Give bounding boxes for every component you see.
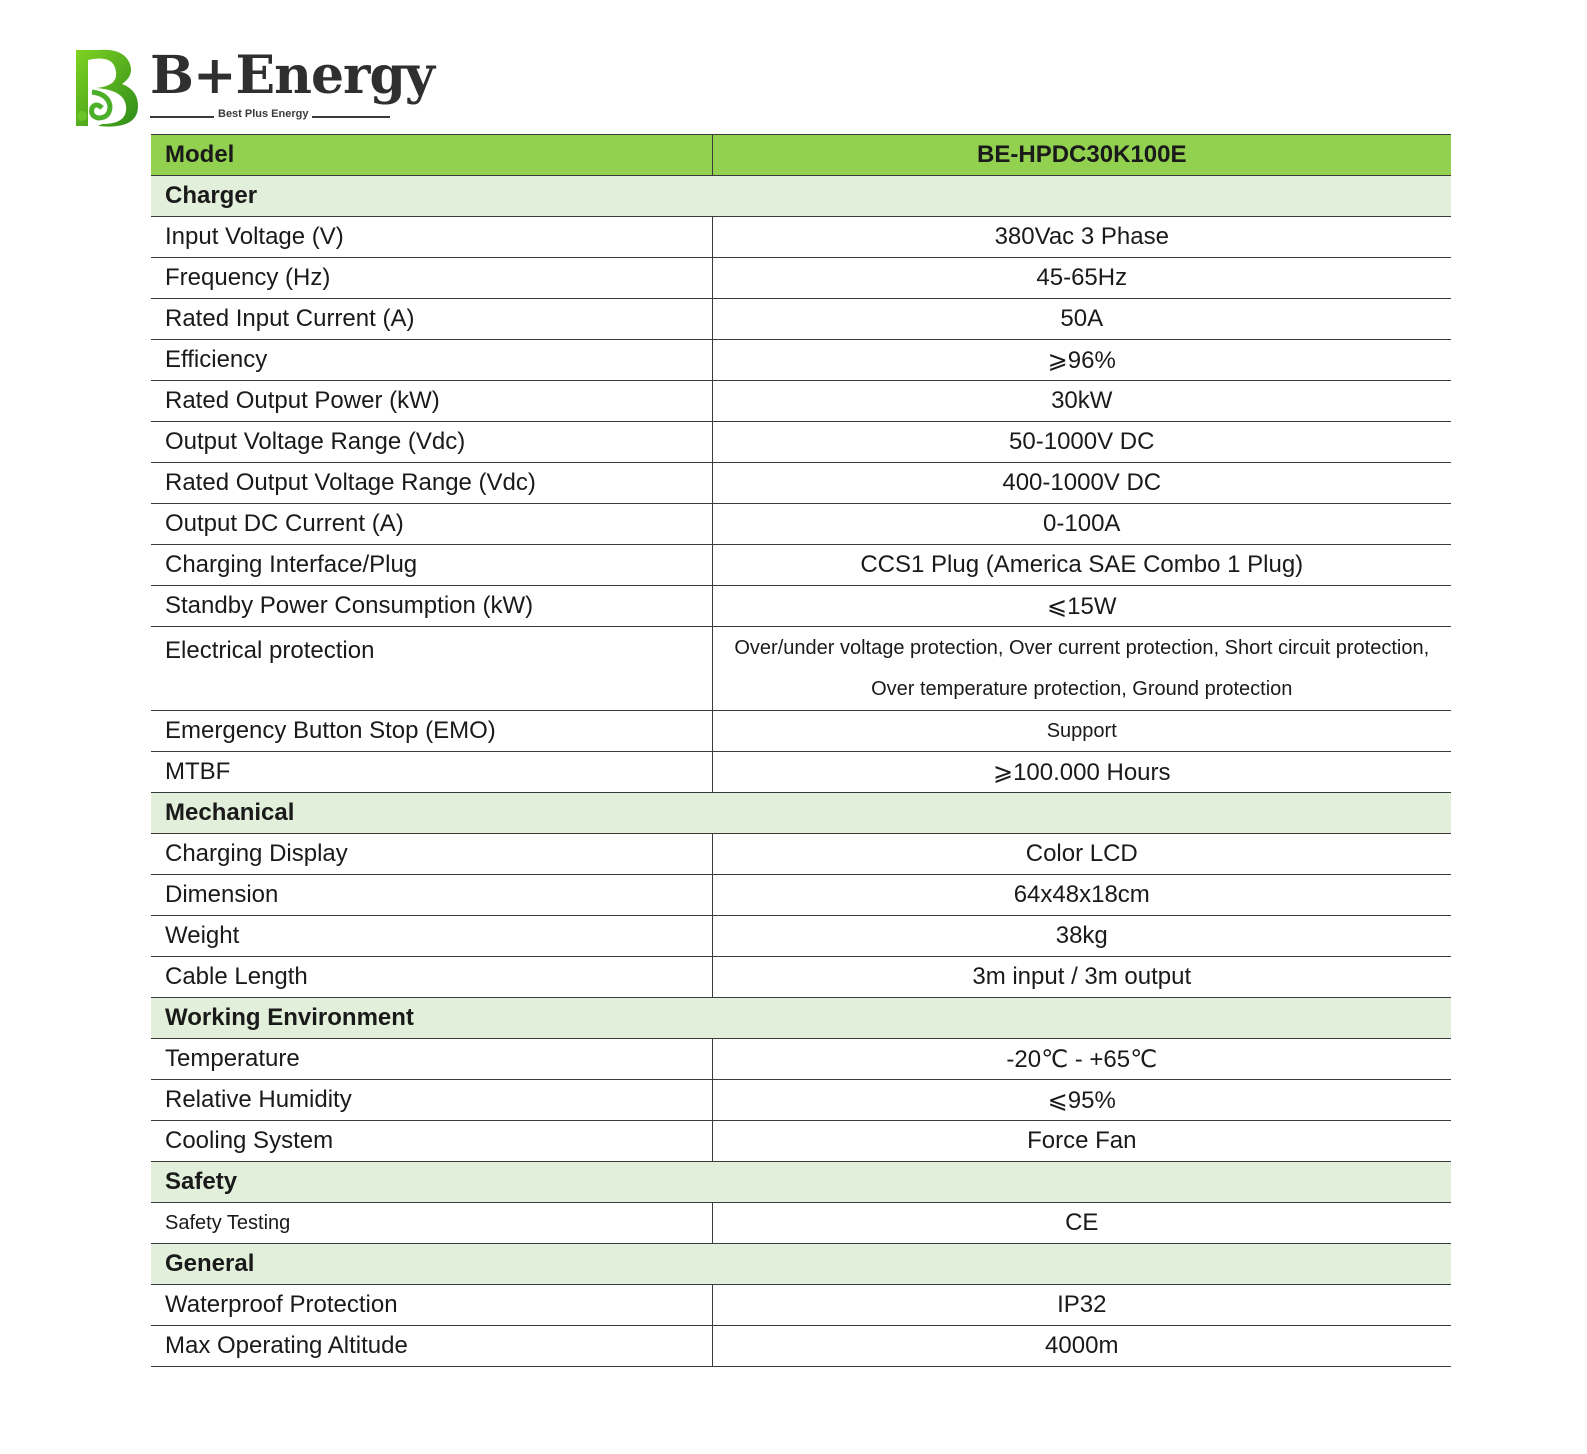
spec-value: -20℃ - +65℃ — [712, 1039, 1451, 1080]
spec-value: 380Vac 3 Phase — [712, 217, 1451, 258]
spec-value: Support — [712, 711, 1451, 752]
spec-key: Emergency Button Stop (EMO) — [151, 711, 712, 752]
table-row — [151, 627, 1451, 711]
spec-value: ⩾100.000 Hours — [712, 752, 1451, 793]
spec-key: Input Voltage (V) — [151, 217, 712, 258]
spec-value: 4000m — [712, 1326, 1451, 1367]
section-title: General — [151, 1244, 1451, 1285]
spec-key: Weight — [151, 916, 712, 957]
table-row — [151, 299, 1451, 340]
model-label: Model — [151, 135, 712, 176]
table-row — [151, 1121, 1451, 1162]
spec-value: 38kg — [712, 916, 1451, 957]
spec-value: CE — [712, 1203, 1451, 1244]
table-row — [151, 834, 1451, 875]
section-row — [151, 176, 1451, 217]
section-row — [151, 1162, 1451, 1203]
spec-value: Color LCD — [712, 834, 1451, 875]
spec-key: Dimension — [151, 875, 712, 916]
spec-value: 45-65Hz — [712, 258, 1451, 299]
spec-key: Output DC Current (A) — [151, 504, 712, 545]
spec-key: Electrical protection — [151, 627, 712, 711]
table-row — [151, 1326, 1451, 1367]
spec-value: 3m input / 3m output — [712, 957, 1451, 998]
spec-key: Frequency (Hz) — [151, 258, 712, 299]
model-value: BE-HPDC30K100E — [712, 135, 1451, 176]
spec-key: MTBF — [151, 752, 712, 793]
spec-key: Output Voltage Range (Vdc) — [151, 422, 712, 463]
table-row — [151, 752, 1451, 793]
table-row — [151, 1203, 1451, 1244]
spec-key: Waterproof Protection — [151, 1285, 712, 1326]
table-row — [151, 422, 1451, 463]
spec-value: ⩾96% — [712, 340, 1451, 381]
brand-logo — [68, 45, 435, 130]
spec-value: CCS1 Plug (America SAE Combo 1 Plug) — [712, 545, 1451, 586]
brand-tagline: Best Plus Energy — [214, 108, 312, 120]
spec-table — [151, 134, 1451, 1367]
brand-logo-mark — [68, 46, 144, 130]
table-row — [151, 258, 1451, 299]
table-row — [151, 711, 1451, 752]
section-title: Charger — [151, 176, 1451, 217]
spec-value: 50-1000V DC — [712, 422, 1451, 463]
spec-value: ⩽95% — [712, 1080, 1451, 1121]
spec-value: Force Fan — [712, 1121, 1451, 1162]
spec-key: Max Operating Altitude — [151, 1326, 712, 1367]
section-row — [151, 793, 1451, 834]
table-row — [151, 504, 1451, 545]
spec-value: 64x48x18cm — [712, 875, 1451, 916]
table-row — [151, 957, 1451, 998]
spec-value: 50A — [712, 299, 1451, 340]
table-header-row — [151, 135, 1451, 176]
spec-key: Temperature — [151, 1039, 712, 1080]
spec-key: Relative Humidity — [151, 1080, 712, 1121]
spec-key: Cooling System — [151, 1121, 712, 1162]
section-row — [151, 1244, 1451, 1285]
table-row — [151, 217, 1451, 258]
table-row — [151, 381, 1451, 422]
spec-key: Standby Power Consumption (kW) — [151, 586, 712, 627]
table-row — [151, 340, 1451, 381]
spec-key: Efficiency — [151, 340, 712, 381]
table-row — [151, 1039, 1451, 1080]
section-title: Working Environment — [151, 998, 1451, 1039]
table-row — [151, 463, 1451, 504]
spec-key: Charging Interface/Plug — [151, 545, 712, 586]
table-row — [151, 875, 1451, 916]
table-row — [151, 586, 1451, 627]
section-title: Mechanical — [151, 793, 1451, 834]
table-row — [151, 916, 1451, 957]
spec-key: Rated Output Power (kW) — [151, 381, 712, 422]
spec-key: Cable Length — [151, 957, 712, 998]
section-title: Safety — [151, 1162, 1451, 1203]
table-row — [151, 1285, 1451, 1326]
table-row — [151, 1080, 1451, 1121]
spec-key: Rated Input Current (A) — [151, 299, 712, 340]
brand-name: B+Energy — [150, 45, 435, 106]
spec-value: 0-100A — [712, 504, 1451, 545]
spec-key: Rated Output Voltage Range (Vdc) — [151, 463, 712, 504]
spec-key: Safety Testing — [151, 1203, 712, 1244]
spec-value: IP32 — [712, 1285, 1451, 1326]
table-row — [151, 545, 1451, 586]
spec-value: Over/under voltage protection, Over current protection, Short circuit protection, Over temperature protection, Ground protection — [712, 627, 1451, 711]
spec-value: 400-1000V DC — [712, 463, 1451, 504]
section-row — [151, 998, 1451, 1039]
spec-value: ⩽15W — [712, 586, 1451, 627]
spec-key: Charging Display — [151, 834, 712, 875]
spec-value: 30kW — [712, 381, 1451, 422]
